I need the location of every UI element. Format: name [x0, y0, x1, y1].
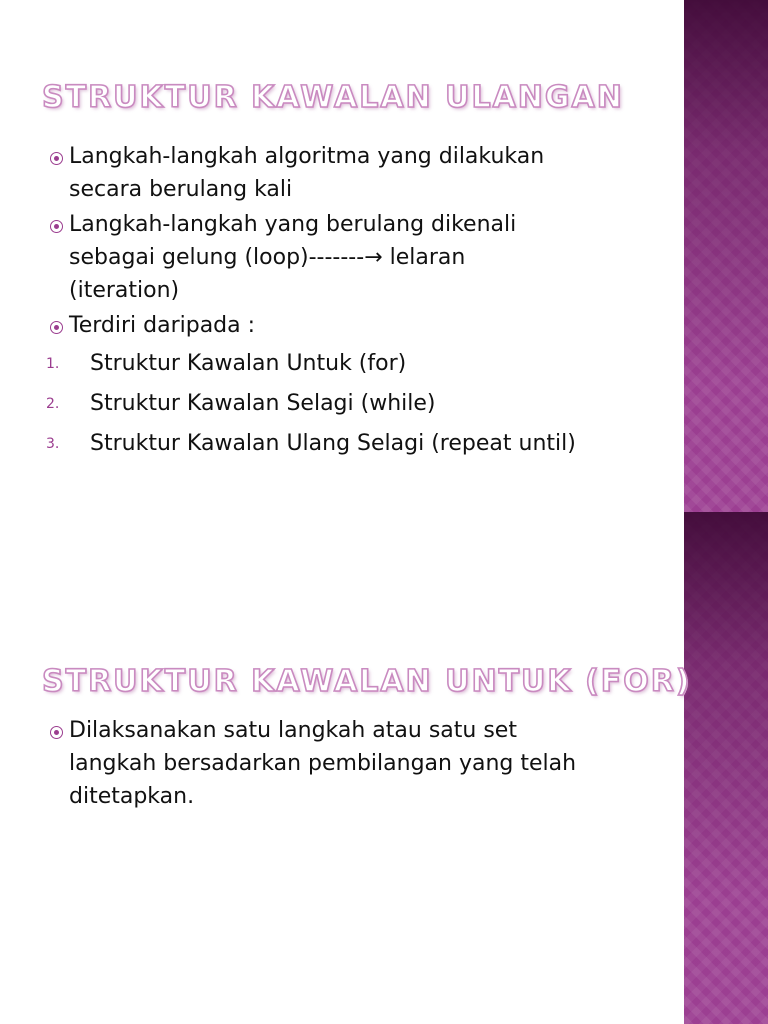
slide-2-content [0, 714, 680, 815]
numbered-item [0, 344, 680, 384]
circled-dot-icon [50, 152, 63, 165]
bullet-line: secara berulang kali [69, 177, 293, 202]
item-number: 3. [46, 436, 60, 452]
bullet-item [0, 714, 680, 813]
bullet-line: sebagai gelung (loop)-------→ lelaran [69, 245, 466, 270]
bullet-line: Dilaksanakan satu langkah atau satu set [69, 718, 517, 743]
circled-dot-icon [50, 220, 63, 233]
numbered-item [0, 424, 680, 464]
numbered-item-text: Struktur Kawalan Ulang Selagi (repeat until) [90, 431, 576, 456]
slide-1-content [0, 140, 680, 464]
numbered-item-text: Struktur Kawalan Untuk (for) [90, 351, 407, 376]
item-number: 2. [46, 396, 60, 412]
numbered-item-text: Struktur Kawalan Selagi (while) [90, 391, 436, 416]
slide-2 [0, 512, 768, 1024]
slide-2-title: STRUKTUR KAWALAN UNTUK (FOR) [42, 664, 692, 699]
bullet-line: langkah bersadarkan pembilangan yang telah [69, 751, 577, 776]
bullet-line: Terdiri daripada : [69, 313, 256, 338]
decorative-side-band [684, 0, 768, 512]
slide-1-title: STRUKTUR KAWALAN ULANGAN [42, 80, 624, 115]
item-number: 1. [46, 356, 60, 372]
bullet-line: Langkah-langkah algoritma yang dilakukan [69, 144, 545, 169]
bullet-item [0, 208, 680, 307]
bullet-line: Langkah-langkah yang berulang dikenali [69, 212, 517, 237]
bullet-line: ditetapkan. [69, 784, 195, 809]
bullet-line: (iteration) [69, 278, 180, 303]
bullet-item [0, 140, 680, 206]
numbered-item [0, 384, 680, 424]
circled-dot-icon [50, 726, 63, 739]
circled-dot-icon [50, 321, 63, 334]
decorative-side-band [684, 512, 768, 1024]
bullet-item [0, 309, 680, 342]
